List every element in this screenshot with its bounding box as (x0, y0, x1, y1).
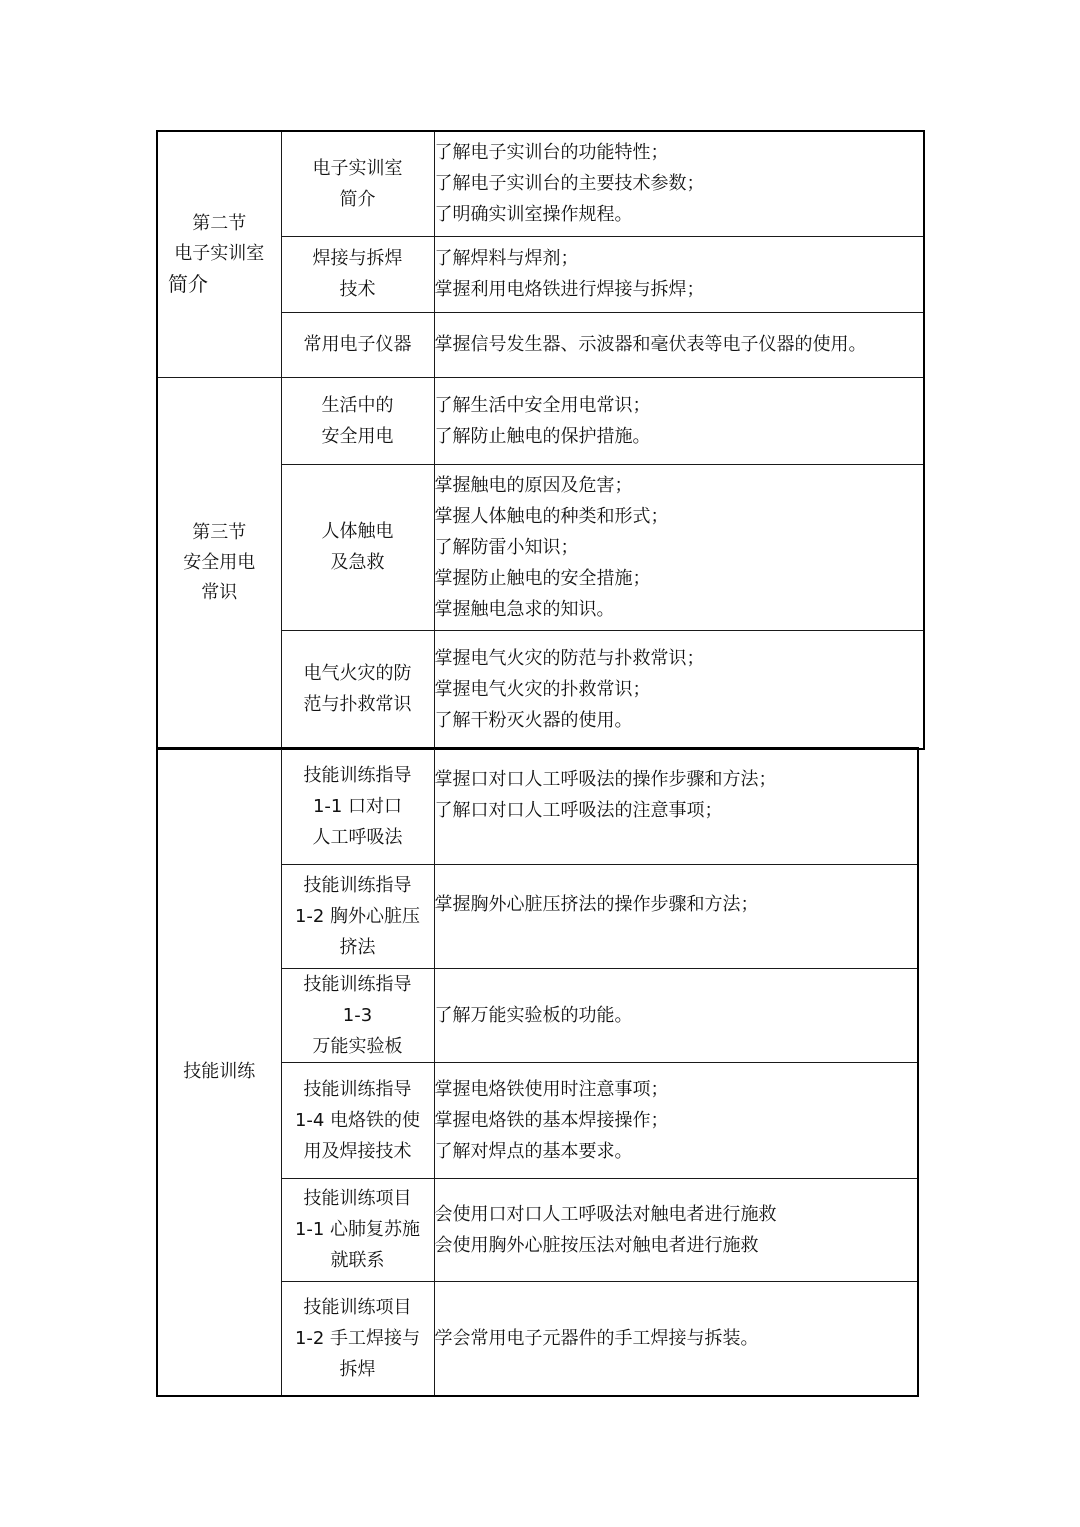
goal-line: 掌握信号发生器、示波器和毫伏表等电子仪器的使用。 (434, 334, 867, 355)
topic-cell (281, 1281, 434, 1396)
goal-line: 了解防雷小知识； (434, 536, 579, 558)
goal-line: 了解防止触电的保护措施。 (434, 425, 651, 447)
topic-line: 1-1 心肺复苏施 (294, 1219, 421, 1240)
topic-line: 技能训练项目 (303, 1188, 412, 1209)
topic-line: 技能训练指导 (303, 874, 412, 896)
goal-line: 了解口对口人工呼吸法的注意事项； (434, 800, 723, 821)
topic-line: 拆焊 (339, 1358, 376, 1380)
goals-cell (434, 464, 924, 630)
topic-line: 人工呼吸法 (312, 826, 403, 848)
goal-line: 了解焊料与焊剂； (434, 248, 579, 269)
goal-line: 会使用胸外心脏按压法对触电者进行施救 (434, 1234, 759, 1256)
goal-line: 掌握胸外心脏压挤法的操作步骤和方法； (434, 893, 759, 915)
topic-line: 安全用电 (321, 425, 394, 447)
table-row (157, 131, 924, 236)
topic-line: 技能训练指导 (303, 973, 412, 995)
topic-line: 电气火灾的防 (303, 663, 412, 685)
table-row (157, 748, 918, 864)
goal-line: 掌握防止触电的安全措施； (434, 567, 651, 589)
topic-line: 焊接与拆焊 (312, 248, 403, 269)
topic-line: 1-3 (342, 1004, 373, 1026)
goal-line: 掌握触电急求的知识。 (434, 598, 615, 620)
syllabus-table-lower (156, 747, 919, 1397)
goals-cell (434, 131, 924, 236)
topic-cell (281, 131, 434, 236)
section-cell (157, 131, 281, 377)
goal-line: 掌握利用电烙铁进行焊接与拆焊； (434, 279, 705, 300)
topic-cell (281, 630, 434, 749)
topic-line: 及急救 (330, 552, 385, 573)
goals-cell (434, 1281, 918, 1396)
section-title-line: 常识 (201, 581, 238, 603)
section-cell (157, 748, 281, 1396)
topic-cell (281, 748, 434, 864)
goal-line: 了解生活中安全用电常识； (434, 394, 651, 416)
goals-cell (434, 630, 924, 749)
goal-line: 掌握电烙铁使用时注意事项； (434, 1078, 669, 1100)
topic-cell (281, 1178, 434, 1281)
topic-line: 生活中的 (321, 394, 394, 416)
topic-line: 电子实训室 (312, 157, 403, 179)
topic-line: 1-2 手工焊接与 (294, 1327, 421, 1349)
section-title-line: 安全用电 (183, 551, 256, 573)
topic-line: 技术 (339, 279, 376, 300)
topic-line: 就联系 (330, 1250, 385, 1271)
table-row (157, 377, 924, 464)
goals-cell (434, 377, 924, 464)
topic-line: 技能训练项目 (303, 1296, 412, 1318)
section-title-line: 电子实训室 (174, 243, 265, 265)
topic-line: 技能训练指导 (303, 1078, 412, 1100)
topic-line: 1-4 电烙铁的使 (294, 1109, 421, 1131)
section-cell (157, 377, 281, 749)
topic-line: 范与扑救常识 (303, 694, 412, 716)
goal-line: 掌握电气火灾的扑救常识； (434, 678, 651, 700)
topic-line: 挤法 (339, 936, 376, 958)
goal-line: 掌握触电的原因及危害； (434, 474, 633, 496)
topic-cell (281, 1062, 434, 1178)
goal-line: 了明确实训室操作规程。 (434, 204, 633, 226)
goal-line: 掌握电烙铁的基本焊接操作； (434, 1109, 669, 1131)
topic-line: 万能实验板 (312, 1035, 403, 1057)
topic-line: 1-2 胸外心脏压 (294, 905, 421, 927)
syllabus-table-upper (156, 130, 925, 750)
topic-line: 常用电子仪器 (303, 334, 412, 355)
section-title-line: 第二节 (192, 213, 247, 235)
topic-line: 人体触电 (321, 521, 394, 542)
topic-cell (281, 968, 434, 1062)
topic-cell (281, 312, 434, 377)
goals-cell (434, 312, 924, 377)
topic-line: 1-1 口对口 (312, 795, 403, 817)
section-title-line: 第三节 (192, 521, 247, 543)
topic-cell (281, 464, 434, 630)
topic-cell (281, 377, 434, 464)
goal-line: 掌握口对口人工呼吸法的操作步骤和方法； (434, 769, 777, 790)
goal-line: 掌握人体触电的种类和形式； (434, 505, 669, 527)
goal-line: 掌握电气火灾的防范与扑救常识； (434, 647, 705, 669)
goal-line: 了解万能实验板的功能。 (434, 1004, 633, 1026)
goal-line: 了解电子实训台的主要技术参数； (434, 173, 705, 195)
goals-cell (434, 864, 918, 968)
goal-line: 了解电子实训台的功能特性； (434, 142, 669, 164)
goals-cell (434, 1062, 918, 1178)
goals-cell (434, 968, 918, 1062)
goals-cell (434, 236, 924, 312)
topic-cell (281, 864, 434, 968)
section-title-line: 简介 (168, 272, 208, 297)
goal-line: 会使用口对口人工呼吸法对触电者进行施救 (434, 1203, 777, 1225)
topic-cell (281, 236, 434, 312)
goal-line: 学会常用电子元器件的手工焊接与拆装。 (434, 1327, 759, 1349)
topic-line: 技能训练指导 (303, 764, 412, 786)
goals-cell (434, 1178, 918, 1281)
goals-cell (434, 748, 918, 864)
topic-line: 简介 (339, 188, 376, 210)
topic-line: 用及焊接技术 (303, 1140, 412, 1162)
section-title-line: 技能训练 (183, 1061, 256, 1082)
goal-line: 了解干粉灭火器的使用。 (434, 709, 633, 731)
goal-line: 了解对焊点的基本要求。 (434, 1140, 633, 1162)
